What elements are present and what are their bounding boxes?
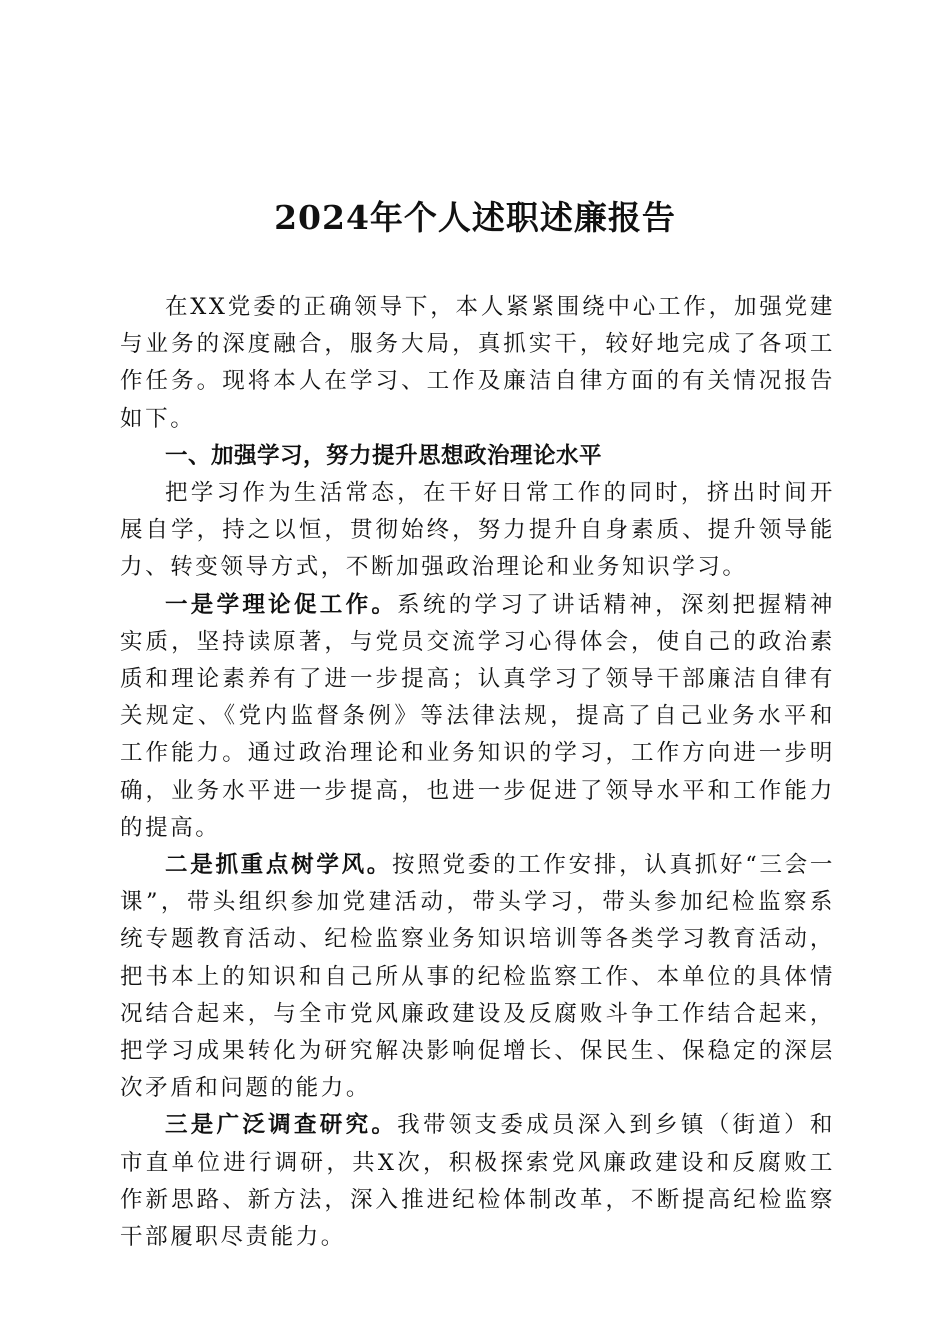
point-lead-2: 二是抓重点树学风。: [165, 852, 393, 879]
point-paragraph-3: [120, 1107, 835, 1256]
intro-paragraph: 在XX党委的正确领导下，本人紧紧围绕中心工作，加强党建与业务的深度融合，服务大局，真抓实干，较好地完成了各项工作任务。现将本人在学习、工作及廉洁自律方面的有关情况报告如下。: [120, 294, 835, 432]
section-summary-paragraph: 把学习作为生活常态，在干好日常工作的同时，挤出时间开展自学，持之以恒，贯彻始终，努力提升自身素质、提升领导能力、转变领导方式，不断加强政治理论和业务知识学习。: [120, 480, 835, 581]
section-heading: 一、加强学习，努力提升思想政治理论水平: [165, 442, 603, 469]
point-text-3: 我带领支委成员深入到乡镇（街道）和市直单位进行调研，共X次，积极探索党风廉政建设和反腐败工作新思路、新方法，深入推进纪检体制改革，不断提高纪检监察干部履职尽责能力。: [120, 1112, 836, 1251]
point-lead-3: 三是广泛调查研究。: [165, 1112, 398, 1139]
point-text-2: 按照党委的工作安排，认真抓好“三会一课”，带头组织参加党建活动，带头学习，带头参加纪检监察系统专题教育活动、纪检监察业务知识培训等各类学习教育活动，把书本上的知识和自己所从事的纪检监察工作、本单位的具体情况结合起来，与全市党风廉政建设及反腐败斗争工作结合起来，把学习成果转化为研究解决影响促增长、保民生、保稳定的深层次矛盾和问题的能力。: [120, 852, 835, 1102]
document-body: [120, 289, 835, 1256]
point-text-1: 系统的学习了讲话精神，深刻把握精神实质，坚持读原著，与党员交流学习心得体会，使自己的政治素质和理论素养有了进一步提高；认真学习了领导干部廉洁自律有关规定、《党内监督条例》等法律法规，提高了自己业务水平和工作能力。通过政治理论和业务知识的学习，工作方向进一步明确，业务水平进一步提高，也进一步促进了领导水平和工作能力的提高。: [120, 591, 836, 841]
point-paragraph-2: [120, 847, 835, 1107]
point-lead-1: 一是学理论促工作。: [165, 591, 398, 618]
document-title: 2024年个人述职述廉报告: [274, 198, 676, 237]
point-paragraph-1: [120, 587, 835, 847]
